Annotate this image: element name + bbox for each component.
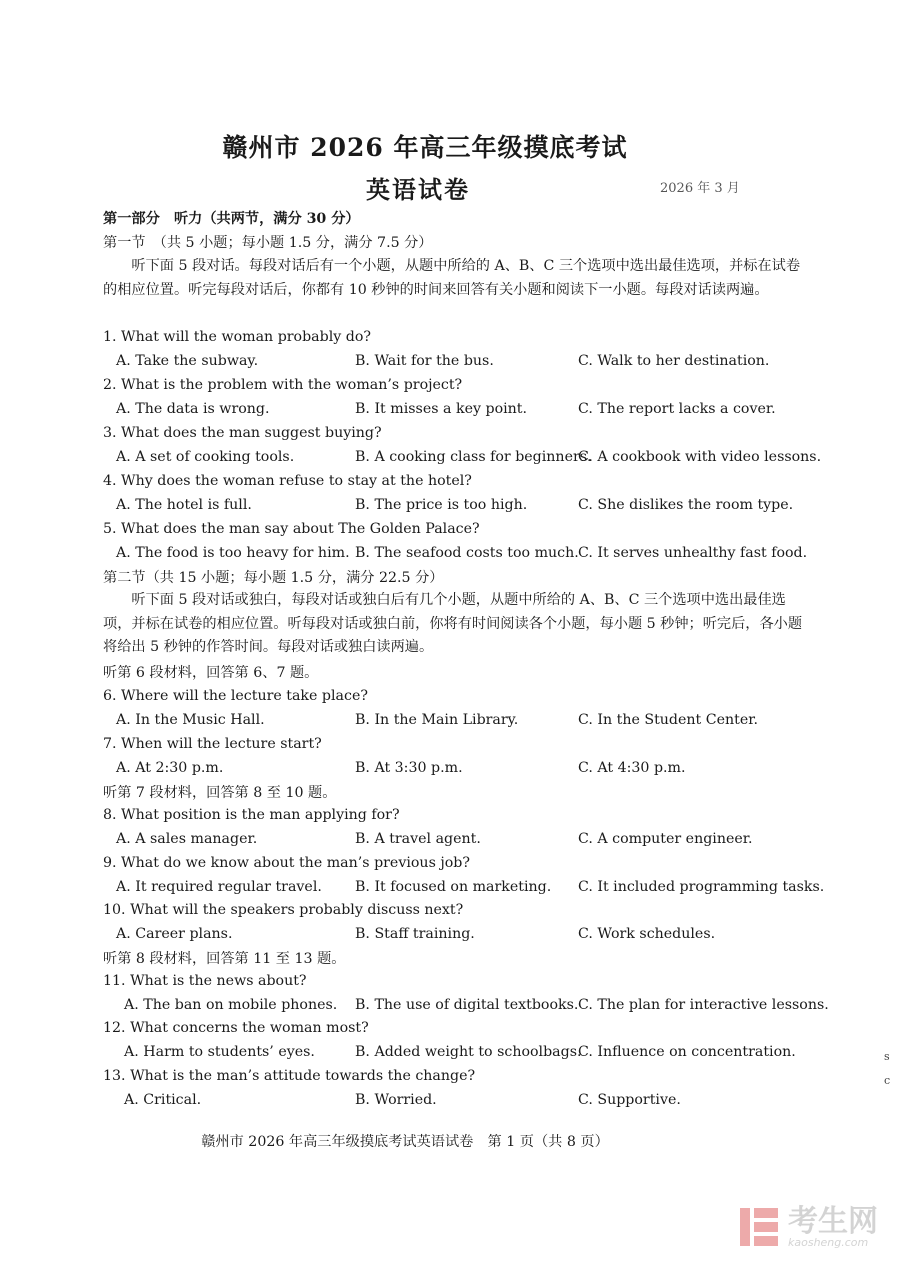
q2-option-b: B. It misses a key point. [355, 401, 527, 417]
watermark-domain: kaosheng.com [788, 1235, 869, 1249]
q9-option-b: B. It focused on marketing. [355, 879, 552, 895]
question-11: 11. What is the news about? [103, 973, 307, 989]
section2-instructions: 听下面 5 段对话或独白，每段对话或独白后有几个小题，从题中所给的 A、B、C 三个选项中选出最佳选项，并标在试卷的相应位置。听每段对话或独白前，你将有时间阅读各个小题，每小题 5 秒钟；听完后，各小题将给出 5 秒钟的作答时间。每段对话或独白读两遍。 [103, 592, 803, 655]
question-4: 4. Why does the woman refuse to stay at the hotel? [103, 473, 472, 489]
section1-instructions: 听下面 5 段对话。每段对话后有一个小题，从题中所给的 A、B、C 三个选项中选出最佳选项，并标在试卷的相应位置。听完每段对话后，你都有 10 秒钟的时间来回答有关小题和阅读下一小题。每段对话读两遍。 [103, 258, 801, 298]
margin-letter-c: c [884, 1074, 891, 1087]
q6-option-b: B. In the Main Library. [355, 712, 519, 728]
q12-option-a: A. Harm to students’ eyes. [124, 1044, 315, 1060]
question-2: 2. What is the problem with the woman’s project? [103, 377, 463, 393]
q3-option-c: C. A cookbook with video lessons. [578, 449, 822, 465]
q1-option-c: C. Walk to her destination. [578, 353, 770, 369]
q10-option-c: C. Work schedules. [578, 926, 716, 942]
q13-option-c: C. Supportive. [578, 1092, 681, 1108]
q4-option-c: C. She dislikes the room type. [578, 497, 794, 513]
exam-title: 赣州市 2026 年高三年级摸底考试 [222, 133, 628, 162]
margin-letter-s: s [884, 1050, 890, 1063]
q7-option-a: A. At 2:30 p.m. [116, 760, 224, 776]
question-5: 5. What does the man say about The Golden Palace? [103, 521, 480, 537]
q12-option-b: B. Added weight to schoolbags. [355, 1044, 582, 1060]
q3-option-a: A. A set of cooking tools. [116, 449, 295, 465]
q8-option-c: C. A computer engineer. [578, 831, 753, 847]
q2-option-c: C. The report lacks a cover. [578, 401, 776, 417]
question-9: 9. What do we know about the man’s previous job? [103, 855, 470, 871]
exam-subtitle: 英语试卷 [366, 175, 470, 204]
material-7: 听第 7 段材料，回答第 8 至 10 题。 [103, 785, 337, 801]
q5-option-a: A. The food is too heavy for him. [116, 545, 350, 561]
q1-option-b: B. Wait for the bus. [355, 353, 494, 369]
page-footer: 赣州市 2026 年高三年级摸底考试英语试卷 第 1 页（共 8 页） [201, 1134, 609, 1150]
watermark-text: 考生网 [788, 1203, 878, 1239]
q10-option-b: B. Staff training. [355, 926, 475, 942]
part1-heading: 第一部分 听力（共两节，满分 30 分） [103, 211, 360, 227]
q5-option-b: B. The seafood costs too much. [355, 545, 579, 561]
q4-option-b: B. The price is too high. [355, 497, 528, 513]
q8-option-a: A. A sales manager. [116, 831, 258, 847]
material-8: 听第 8 段材料，回答第 11 至 13 题。 [103, 951, 346, 967]
section2-heading: 第二节（共 15 小题；每小题 1.5 分，满分 22.5 分） [103, 570, 444, 586]
question-6: 6. Where will the lecture take place? [103, 688, 368, 704]
q1-option-a: A. Take the subway. [116, 353, 259, 369]
q6-option-c: C. In the Student Center. [578, 712, 758, 728]
q8-option-b: B. A travel agent. [355, 831, 481, 847]
q9-option-a: A. It required regular travel. [116, 879, 322, 895]
question-3: 3. What does the man suggest buying? [103, 425, 382, 441]
q11-option-b: B. The use of digital textbooks. [355, 997, 579, 1013]
question-7: 7. When will the lecture start? [103, 736, 322, 752]
question-10: 10. What will the speakers probably discuss next? [103, 902, 464, 918]
q6-option-a: A. In the Music Hall. [116, 712, 265, 728]
q13-option-b: B. Worried. [355, 1092, 437, 1108]
question-13: 13. What is the man’s attitude towards the change? [103, 1068, 476, 1084]
exam-date: 2026 年 3 月 [660, 181, 740, 196]
watermark [736, 1204, 878, 1250]
q2-option-a: A. The data is wrong. [116, 401, 270, 417]
q13-option-a: A. Critical. [124, 1092, 202, 1108]
q10-option-a: A. Career plans. [116, 926, 233, 942]
section1-heading: 第一节 （共 5 小题；每小题 1.5 分，满分 7.5 分） [103, 235, 433, 251]
question-8: 8. What position is the man applying for? [103, 807, 400, 823]
kaosheng-logo-icon [736, 1204, 782, 1250]
q7-option-b: B. At 3:30 p.m. [355, 760, 463, 776]
q9-option-c: C. It included programming tasks. [578, 879, 825, 895]
q5-option-c: C. It serves unhealthy fast food. [578, 545, 808, 561]
question-12: 12. What concerns the woman most? [103, 1020, 369, 1036]
q4-option-a: A. The hotel is full. [116, 497, 252, 513]
q3-option-b: B. A cooking class for beginners. [355, 449, 592, 465]
q7-option-c: C. At 4:30 p.m. [578, 760, 686, 776]
q12-option-c: C. Influence on concentration. [578, 1044, 796, 1060]
q11-option-a: A. The ban on mobile phones. [124, 997, 338, 1013]
q11-option-c: C. The plan for interactive lessons. [578, 997, 829, 1013]
material-6: 听第 6 段材料，回答第 6、7 题。 [103, 665, 319, 681]
question-1: 1. What will the woman probably do? [103, 329, 372, 345]
